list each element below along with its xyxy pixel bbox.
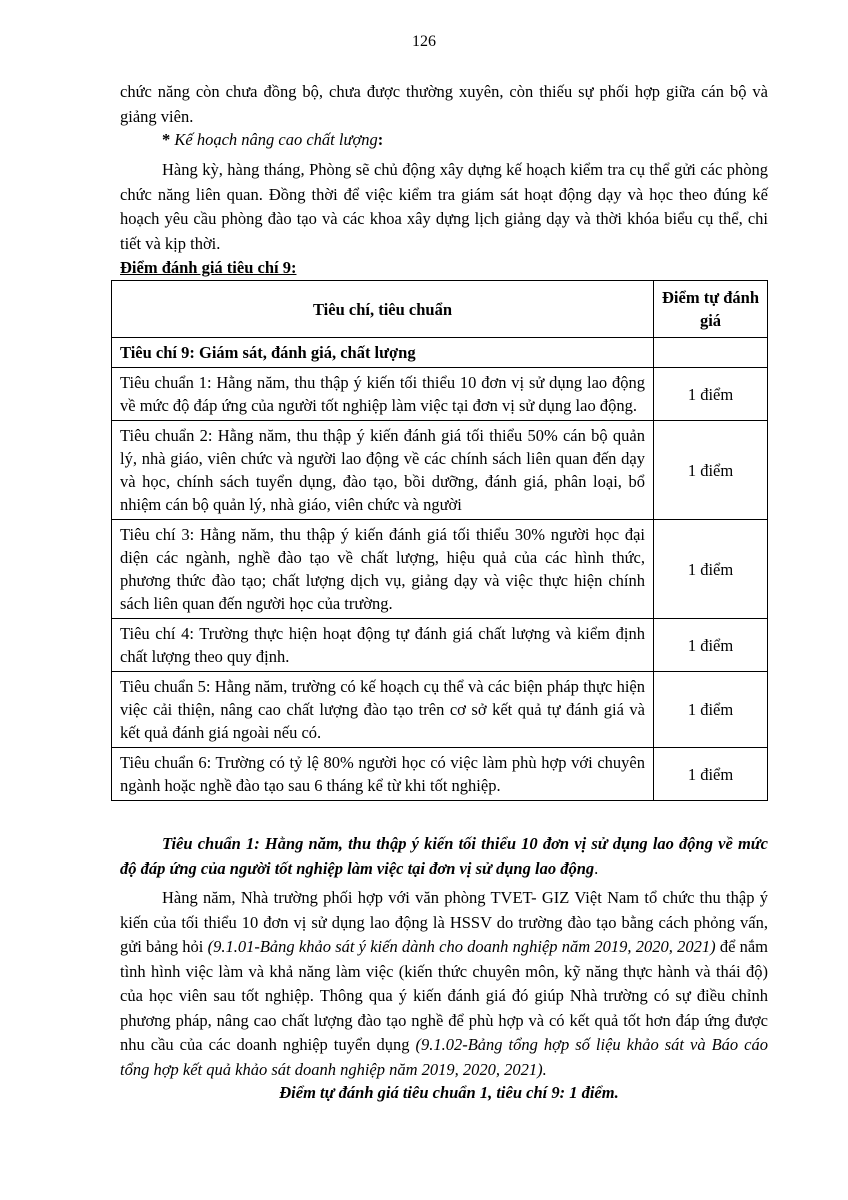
table-header-row — [112, 281, 768, 338]
evidence-ref-1: (9.1.01-Bảng khảo sát ý kiến dành cho doanh nghiệp năm 2019, 2020, 2021) — [207, 937, 716, 956]
criterion-text: Tiêu chuẩn 6: Trường có tỷ lệ 80% người học có việc làm phù hợp với chuyên ngành hoặc nghề đào tạo sau 6 tháng kể từ khi tốt nghiệp. — [112, 748, 654, 801]
table-row — [112, 672, 768, 748]
criterion-text: Tiêu chí 3: Hằng năm, thu thập ý kiến đánh giá tối thiểu 30% người học đại diện các ngành, nghề đào tạo về chất lượng, hiệu quả của các hình thức, phương thức đào tạo; chất lượng dịch vụ, giảng dạy và việc thực hiện chính sách liên quan đến người học của trường. — [112, 520, 654, 619]
criterion-score: 1 điểm — [654, 520, 768, 619]
criterion-text: Tiêu chuẩn 1: Hằng năm, thu thập ý kiến tối thiểu 10 đơn vị sử dụng lao động về mức độ đáp ứng của người tốt nghiệp làm việc tại đơn vị sử dụng lao động. — [112, 368, 654, 421]
criterion-text: Tiêu chuẩn 5: Hằng năm, trường có kế hoạch cụ thể và các biện pháp thực hiện việc cải thiện, nâng cao chất lượng đào tạo trên cơ sở kết quả tự đánh giá và kết quả đánh giá ngoài nếu có. — [112, 672, 654, 748]
score-heading: Điểm đánh giá tiêu chí 9: — [120, 258, 297, 277]
plan-paragraph: Hàng kỳ, hàng tháng, Phòng sẽ chủ động xây dựng kế hoạch kiểm tra cụ thể gửi các phòng chức năng liên quan. Đồng thời để việc kiểm tra giám sát hoạt động dạy và học theo đúng kế hoạch yêu cầu phòng đào tạo và các khoa xây dựng lịch giảng dạy và thời khóa biểu cụ thể, chi tiết và kịp thời. — [120, 160, 768, 253]
criterion-text: Tiêu chí 4: Trường thực hiện hoạt động tự đánh giá chất lượng và kiểm định chất lượng theo quy định. — [112, 619, 654, 672]
plan-heading — [162, 130, 383, 150]
evidence-ref-2: (9.1.02-Bảng tổng hợp số liệu khảo sát và Báo cáo tổng hợp kết quả khảo sát doanh nghiệp năm 2019, 2020, 2021). — [120, 1035, 768, 1079]
body-part1: Hàng năm, Nhà trường phối hợp với văn phòng TVET- GIZ Việt Nam tổ chức thu thập ý kiến của tối thiểu 10 đơn vị sử dụng lao động là HSSV do trường đào tạo bằng cách phỏng vấn, gửi bảng hỏi — [120, 888, 768, 956]
body-part2: để nắm tình hình việc làm và khả năng làm việc (kiến thức chuyên môn, kỹ năng thực hành và thái độ) của học viên sau tốt nghiệp. Thông qua ý kiến đánh giá đó giúp Nhà trường có sự điều chỉnh phương pháp, nâng cao chất lượng đào tạo nghề để phù hợp và có kết quả tốt hơn đáp ứng được nhu cầu của các doanh nghiệp tuyển dụng — [120, 937, 769, 1054]
plan-heading-text: Kế hoạch nâng cao chất lượng — [174, 130, 378, 149]
header-criteria: Tiêu chí, tiêu chuẩn — [112, 281, 654, 338]
standard1-heading — [120, 832, 768, 881]
final-score: Điểm tự đánh giá tiêu chuẩn 1, tiêu chí 9: 1 điểm. — [279, 1083, 619, 1102]
page-number: 126 — [412, 33, 436, 50]
criterion-score: 1 điểm — [654, 619, 768, 672]
section-row — [112, 338, 768, 368]
section-score-empty — [654, 338, 768, 368]
table-row — [112, 421, 768, 520]
table-row — [112, 520, 768, 619]
criterion-text: Tiêu chuẩn 2: Hằng năm, thu thập ý kiến đánh giá tối thiểu 50% cán bộ quản lý, nhà giáo, viên chức và người lao động về các chính sách liên quan đến dạy và học, chính sách tuyển dụng, đào tạo, bồi dưỡng, đánh giá, phân loại, bổ nhiệm cán bộ quản lý, nhà giáo, viên chức và người — [112, 421, 654, 520]
standard1-heading-text: Tiêu chuẩn 1: Hằng năm, thu thập ý kiến tối thiểu 10 đơn vị sử dụng lao động về mức độ đáp ứng của người tốt nghiệp làm việc tại đơn vị sử dụng lao động — [120, 834, 768, 878]
header-self-score: Điểm tự đánh giá — [654, 281, 768, 338]
intro-paragraph: chức năng còn chưa đồng bộ, chưa được thường xuyên, còn thiếu sự phối hợp giữa cán bộ và giảng viên. — [120, 82, 768, 126]
criterion-score: 1 điểm — [654, 748, 768, 801]
table-row — [112, 368, 768, 421]
criterion-score: 1 điểm — [654, 672, 768, 748]
section-title: Tiêu chí 9: Giám sát, đánh giá, chất lượng — [112, 338, 654, 368]
criteria-table — [111, 280, 768, 801]
criterion-score: 1 điểm — [654, 368, 768, 421]
plan-heading-star: * — [162, 130, 171, 149]
standard1-heading-end: . — [594, 858, 599, 878]
standard1-body — [120, 886, 768, 1082]
plan-heading-colon: : — [377, 130, 384, 149]
criterion-score: 1 điểm — [654, 421, 768, 520]
table-row — [112, 748, 768, 801]
table-row — [112, 619, 768, 672]
